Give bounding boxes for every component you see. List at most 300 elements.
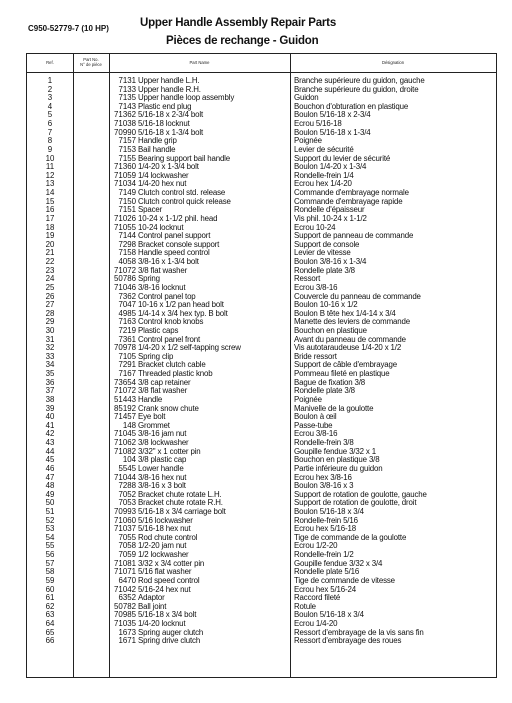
ref-cell: 40 [45,412,55,422]
ref-cell: 61 [45,593,55,603]
part-name-cell: Control panel top [138,292,196,301]
table-row [27,103,496,112]
part-name-cell: 3/8-16 x 3 bolt [138,482,186,491]
part-number-cell: 70990 [114,127,136,137]
table-row [27,611,496,620]
ref-cell: 54 [45,532,55,542]
part-name-cell: 3/8 plastic cap [138,456,187,465]
ref-cell: 46 [45,463,55,473]
part-name-cell: Spring clip [138,352,174,361]
column-header-part-no: Part No. N° de pièce [80,57,102,67]
ref-cell: 43 [45,438,55,448]
designation-cell: Couvercle du panneau de commande [294,292,421,301]
part-number-cell: 71055 [114,222,136,232]
designation-cell: Rondelle-frein 1/4 [294,171,354,180]
designation-cell: Levier de sécurité [294,145,354,154]
table-row [27,508,496,517]
ref-cell: 52 [45,515,55,525]
ref-cell: 13 [45,179,55,189]
part-name-cell: Threaded plastic knob [138,370,213,379]
table-row [27,344,496,353]
table-row [27,198,496,207]
designation-cell: Goupille fendue 3/32 x 1 [294,447,376,456]
ref-cell: 58 [45,567,55,577]
table-row [27,275,496,284]
part-number-cell: 71082 [114,446,136,456]
part-number-cell: 6470 [118,575,136,585]
part-number-cell: 71457 [114,412,136,422]
part-name-cell: Clutch control std. release [138,189,226,198]
part-name-cell: 5/16 flat washer [138,568,192,577]
ref-cell: 60 [45,584,55,594]
ref-cell: 65 [45,627,55,637]
table-row [27,551,496,560]
part-name-cell: Eye bolt [138,413,166,422]
part-number-cell: 71059 [114,170,136,180]
ref-cell: 66 [45,636,55,646]
ref-cell: 29 [45,317,55,327]
part-number-cell: 71072 [114,265,136,275]
part-name-cell: 5/16-18 x 3/4 carriage bolt [138,508,226,516]
table-row [27,120,496,129]
ref-cell: 3 [47,93,53,103]
part-name-cell: Handle grip [138,137,177,146]
part-name-cell: Bracket clutch cable [138,361,206,370]
ref-cell: 16 [45,205,55,215]
ref-cell: 45 [45,455,55,465]
part-number-cell: 6352 [118,593,136,603]
table-row [27,327,496,336]
table-row [27,542,496,551]
part-number-cell: 7150 [118,196,136,206]
table-row [27,86,496,95]
part-number-cell: 7219 [118,325,136,335]
part-number-cell: 7131 [118,76,136,85]
table-row [27,318,496,327]
ref-cell: 39 [45,403,55,413]
designation-cell: Écrou 5/16-18 [294,120,342,129]
table-row [27,284,496,293]
part-name-cell: 3/8 flat washer [138,387,188,396]
part-name-cell: Control panel support [138,232,211,241]
part-number-cell: 71042 [114,584,136,594]
ref-cell: 5 [47,110,53,120]
ref-cell: 14 [45,188,55,198]
ref-cell: 37 [45,386,55,396]
part-number-cell: 7153 [118,144,136,154]
table-row [27,310,496,319]
table-row [27,396,496,405]
designation-cell: Support de panneau de commande [294,232,414,241]
part-number-cell: 7362 [118,291,136,301]
part-name-cell: Handle speed control [138,249,210,258]
ref-cell: 4 [47,101,53,111]
designation-cell: Écrou hex 3/8-16 [294,473,352,482]
designation-cell: Rondelle d'épaisseur [294,206,365,215]
part-number-cell: 70993 [114,507,136,516]
designation-cell: Boulon 3/8-16 x 1-3/4 [294,258,367,267]
part-name-cell: 1/4-14 x 3/4 hex typ. B bolt [138,309,228,318]
part-number-cell: 148 [122,420,136,430]
part-name-cell: Rod speed control [138,576,200,585]
table-row [27,586,496,595]
part-number-cell: 4985 [118,308,136,318]
table-row [27,405,496,414]
part-number-cell: 1673 [118,627,136,637]
part-number-cell: 7047 [118,300,136,310]
table-row [27,448,496,457]
parts-table [26,53,497,678]
part-name-cell: Adaptor [138,594,165,603]
designation-cell: Écrou 3/8-16 [294,430,338,439]
designation-cell: Commande d'embrayage normale [294,189,409,198]
part-name-cell: Control knob knobs [138,318,204,327]
ref-cell: 2 [47,84,53,94]
part-name-cell: Ball joint [138,602,167,611]
ref-cell: 8 [47,136,53,146]
ref-cell: 22 [45,257,55,267]
ref-cell: 17 [45,213,55,223]
ref-cell: 36 [45,377,55,387]
part-number-cell: 71034 [114,179,136,189]
part-name-cell: 3/32" x 1 cotter pin [138,447,201,456]
designation-cell: Poignée [294,395,322,404]
ref-cell: 33 [45,351,55,361]
table-row [27,77,496,86]
part-name-cell: Spring drive clutch [138,637,201,646]
part-number-cell: 7298 [118,239,136,249]
table-row [27,568,496,577]
designation-cell: Rondelle-frein 3/8 [294,439,354,448]
part-name-cell: Plastic caps [138,326,179,335]
ref-cell: 50 [45,498,55,508]
part-number-cell: 7105 [118,351,136,361]
part-name-cell: 5/16-18 hex nut [138,525,191,534]
ref-cell: 23 [45,265,55,275]
table-row [27,560,496,569]
part-number-cell: 1671 [118,636,136,646]
designation-cell: Vis phil. 10-24 x 1-1/2 [294,214,367,223]
part-number-cell: 50786 [114,274,136,284]
part-name-cell: 1/4-20 hex nut [138,180,187,189]
ref-cell: 44 [45,446,55,456]
table-row [27,637,496,646]
part-number-cell: 7135 [118,93,136,103]
designation-cell: Rondelle plate 5/16 [294,568,360,577]
designation-cell: Écrou 10-24 [294,223,336,232]
column-header-part-name: Part Name [189,59,210,65]
part-name-cell: 5/16 lockwasher [138,516,193,525]
part-name-cell: Plastic end plug [138,102,192,111]
ref-cell: 41 [45,420,55,430]
ref-cell: 6 [47,119,53,129]
part-name-cell: Handle [138,395,163,404]
designation-cell: Branche supérieure du guidon, gauche [294,77,425,85]
table-row [27,465,496,474]
ref-cell: 20 [45,239,55,249]
table-row [27,379,496,388]
ref-cell: 55 [45,541,55,551]
part-name-cell: Lower handle [138,464,184,473]
designation-cell: Commande d'embrayage rapide [294,197,403,206]
part-name-cell: 5/16-24 hex nut [138,585,191,594]
ref-cell: 56 [45,550,55,560]
designation-cell: Boulon à œil [294,413,337,422]
part-name-cell: Crank snow chute [138,404,199,413]
ref-cell: 27 [45,300,55,310]
part-number-cell: 71044 [114,472,136,482]
designation-cell: Manivelle de la goulotte [294,404,374,413]
designation-cell: Boulon 5/16-18 x 1-3/4 [294,128,371,137]
designation-cell: Support du levier de sécurité [294,154,391,163]
ref-cell: 59 [45,575,55,585]
part-number-cell: 71081 [114,558,136,568]
part-name-cell: 3/8-16 hex nut [138,473,187,482]
part-number-cell: 71037 [114,524,136,534]
ref-cell: 9 [47,144,53,154]
ref-cell: 62 [45,601,55,611]
part-name-cell: Bearing support bail handle [138,154,231,163]
part-name-cell: Clutch control quick release [138,197,231,206]
ref-cell: 47 [45,472,55,482]
designation-cell: Levier de vitesse [294,249,351,258]
ref-cell: 10 [45,153,55,163]
table-row [27,430,496,439]
part-number-cell: 7053 [118,498,136,508]
ref-cell: 31 [45,334,55,344]
part-name-cell: Control panel front [138,335,201,344]
part-name-cell: 1/4-20 locknut [138,620,186,629]
part-number-cell: 7144 [118,231,136,241]
part-name-cell: Bracket chute rotate R.H. [138,499,223,508]
designation-cell: Avant du panneau de commande [294,335,406,344]
table-row [27,456,496,465]
table-row [27,353,496,362]
designation-cell: Écrou hex 5/16-24 [294,585,356,594]
table-row [27,180,496,189]
part-number-cell: 7052 [118,489,136,499]
designation-cell: Tige de commande de la goulotte [294,533,407,542]
designation-cell: Goupille fendue 3/32 x 3/4 [294,559,383,568]
column-header-ref: Ref. [46,59,54,65]
table-row [27,137,496,146]
part-number-cell: 7167 [118,369,136,379]
part-number-cell: 71060 [114,515,136,525]
designation-cell: Ressort [294,275,321,284]
part-name-cell: Rod chute control [138,533,198,542]
table-row [27,189,496,198]
part-name-cell: 10-24 locknut [138,223,184,232]
table-row [27,474,496,483]
ref-cell: 25 [45,282,55,292]
part-name-cell: 3/8 flat washer [138,266,188,275]
table-row [27,293,496,302]
designation-cell: Branche supérieure du guidon, droite [294,85,419,94]
part-number-cell: 7291 [118,360,136,370]
part-name-cell: Upper handle L.H. [138,77,200,85]
table-row [27,249,496,258]
part-number-cell: 73654 [114,377,136,387]
table-row [27,603,496,612]
part-number-cell: 7155 [118,153,136,163]
table-row [27,413,496,422]
table-row [27,146,496,155]
part-number-cell: 7151 [118,205,136,215]
ref-cell: 35 [45,369,55,379]
table-row [27,629,496,638]
part-name-cell: 3/8-16 x 1-3/4 bolt [138,258,199,267]
part-name-cell: 1/4 lockwasher [138,171,189,180]
ref-cell: 15 [45,196,55,206]
page-title: Upper Handle Assembly Repair Parts [140,17,337,29]
part-name-cell: 1/4-20 x 1/2 self-tapping screw [138,344,241,353]
table-row [27,439,496,448]
column-header-designation: Désignation [381,59,405,65]
designation-cell: Écrou hex 1/4-20 [294,180,352,189]
ref-cell: 11 [45,162,55,172]
table-row [27,163,496,172]
designation-cell: Écrou 3/8-16 [294,283,338,292]
part-name-cell: Spring [138,275,160,284]
designation-cell: Boulon 10-16 x 1/2 [294,301,358,310]
part-name-cell: 10-16 x 1/2 pan head bolt [138,301,224,310]
part-number-cell: 71360 [114,162,136,172]
part-number-cell: 70978 [114,343,136,353]
designation-cell: Support de câble d'embrayage [294,361,398,370]
designation-cell: Bride ressort [294,352,337,361]
designation-cell: Ressort d'embrayage des roues [294,637,402,646]
part-number-cell: 51443 [114,394,136,404]
part-number-cell: 7288 [118,481,136,491]
designation-cell: Boulon 5/16-18 x 2-3/4 [294,111,371,120]
designation-cell: Écrou 1/4-20 [294,620,338,629]
part-name-cell: Spacer [138,206,163,215]
designation-cell: Guidon [294,94,319,103]
table-row [27,111,496,120]
ref-cell: 24 [45,274,55,284]
part-number-cell: 7149 [118,188,136,198]
part-number-cell: 7157 [118,136,136,146]
table-row [27,577,496,586]
table-row [27,301,496,310]
designation-cell: Écrou hex 5/16-18 [294,525,356,534]
designation-cell: Écrou 1/2-20 [294,542,338,551]
part-name-cell: 1/4-20 x 1-3/4 bolt [138,163,199,172]
part-number-cell: 4058 [118,257,136,267]
part-number-cell: 7158 [118,248,136,258]
table-row [27,172,496,181]
part-name-cell: Bracket console support [138,240,220,249]
table-row [27,517,496,526]
part-number-cell: 104 [122,455,136,465]
designation-cell: Rotule [294,602,316,611]
part-name-cell: 3/32 x 3/4 cotter pin [138,559,205,568]
table-row [27,241,496,250]
designation-cell: Passe-tube [294,421,333,430]
part-number-cell: 71062 [114,438,136,448]
table-row [27,206,496,215]
table-row [27,482,496,491]
part-name-cell: Grommet [138,421,170,430]
designation-cell: Partie inférieure du guidon [294,464,383,473]
part-number-cell: 5545 [118,463,136,473]
designation-cell: Support de console [294,240,360,249]
part-number-cell: 7163 [118,317,136,327]
ref-cell: 63 [45,610,55,620]
part-number-cell: 70985 [114,610,136,620]
part-number-cell: 71072 [114,386,136,396]
ref-cell: 30 [45,325,55,335]
ref-cell: 64 [45,619,55,629]
ref-cell: 42 [45,429,55,439]
table-row [27,232,496,241]
table-row [27,370,496,379]
table-row [27,422,496,431]
ref-cell: 57 [45,558,55,568]
ref-cell: 18 [45,222,55,232]
ref-cell: 28 [45,308,55,318]
ref-cell: 51 [45,507,55,516]
part-name-cell: 3/8-16 jam nut [138,430,187,439]
designation-cell: Bouchon en plastique [294,326,367,335]
designation-cell: Rondelle plate 3/8 [294,387,355,396]
designation-cell: Poignée [294,137,322,146]
table-row [27,258,496,267]
part-number-cell: 71045 [114,429,136,439]
part-number-cell: 85192 [114,403,136,413]
part-number-cell: 71071 [114,567,136,577]
part-name-cell: 10-24 x 1-1/2 phil. head [138,214,218,223]
designation-cell: Pommeau fileté en plastique [294,370,390,379]
part-number-cell: 71362 [114,110,136,120]
designation-cell: Tige de commande de vitesse [294,576,395,585]
part-number-cell: 71038 [114,119,136,129]
designation-cell: Ressort d'embrayage de la vis sans fin [294,628,424,637]
model-number: C950-52779-7 (10 HP) [28,24,109,33]
ref-cell: 21 [45,248,55,258]
part-number-cell: 7059 [118,550,136,560]
part-name-cell: 5/16-18 x 1-3/4 bolt [138,128,203,137]
designation-cell: Support de rotation de goulotte, droit [294,499,417,508]
page-subtitle: Pièces de rechange - Guidon [166,35,319,47]
designation-cell: Boulon 5/16-18 x 3/4 [294,508,364,516]
table-row [27,155,496,164]
table-row [27,387,496,396]
designation-cell: Rondelle-frein 5/16 [294,516,358,525]
designation-cell: Raccord fileté [294,594,341,603]
part-number-cell: 71035 [114,619,136,629]
part-name-cell: Upper handle loop assembly [138,94,235,103]
part-name-cell: 3/8-16 locknut [138,283,186,292]
designation-cell: Boulon B tête hex 1/4-14 x 3/4 [294,309,396,318]
table-row [27,267,496,276]
part-number-cell: 71026 [114,213,136,223]
ref-cell: 53 [45,524,55,534]
part-name-cell: Bracket chute rotate L.H. [138,490,222,499]
ref-cell: 12 [45,170,55,180]
table-row [27,361,496,370]
ref-cell: 49 [45,489,55,499]
part-number-cell: 7133 [118,84,136,94]
part-name-cell: 1/2 lockwasher [138,551,189,560]
part-number-cell: 7361 [118,334,136,344]
part-name-cell: 3/8 lockwasher [138,439,189,448]
part-number-cell: 50782 [114,601,136,611]
designation-cell: Rondelle plate 3/8 [294,266,355,275]
ref-cell: 1 [47,76,53,85]
designation-cell: Bouchon d'obturation en plastique [294,102,409,111]
part-number-cell: 71046 [114,282,136,292]
